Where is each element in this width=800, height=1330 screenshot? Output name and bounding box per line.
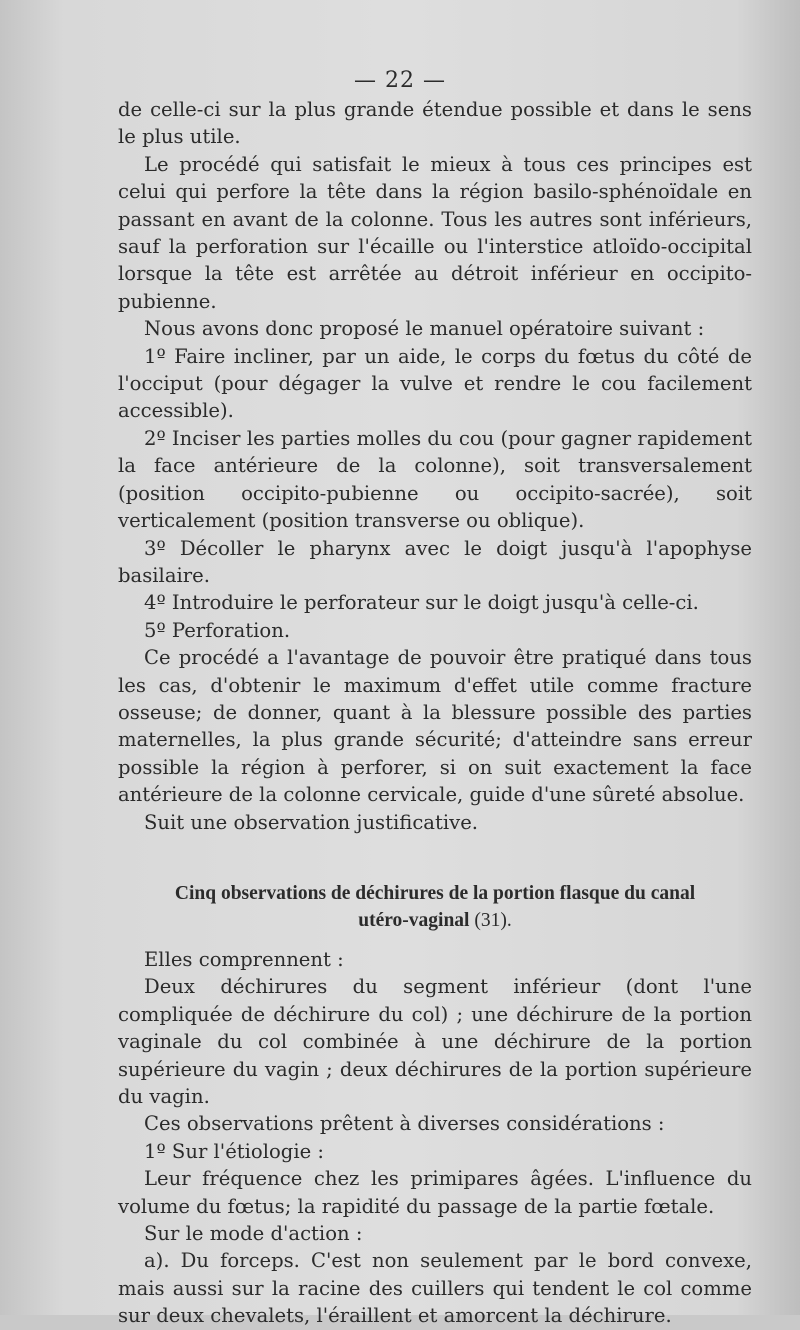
paragraph: 5º Perforation. bbox=[144, 618, 291, 642]
section-heading-line2: utéro-vaginal bbox=[358, 909, 470, 931]
paragraph: Nous avons donc proposé le manuel opératoire suivant : bbox=[144, 317, 705, 341]
paragraph: 1º Faire incliner, par un aide, le corps du fœtus du côté de l'occiput (pour dégager la vulve et rendre le cou facilement accessible). bbox=[118, 344, 752, 423]
paragraph: Ce procédé a l'avantage de pouvoir être pratiqué dans tous les cas, d'obtenir le maximum d'effet utile comme fracture osseuse; de donner, quant à la blessure possible des parties maternelles, la plus grande sécurité; d'atteindre sans erreur possible la région à perforer, si on suit exactement la face antérieure de la colonne cervicale, guide d'une sûreté absolue. bbox=[118, 646, 752, 807]
paragraph: Le procédé qui satisfait le mieux à tous ces principes est celui qui perfore la tête dans la région basilo-sphénoïdale en passant en avant de la colonne. Tous les autres sont inférieurs, sauf la perforation sur l'écaille ou l'interstice atloïdo-occipital lorsque la tête est arrêtée au détroit inférieur en occipito-pubienne. bbox=[118, 152, 752, 313]
paragraph: 1º Sur l'étiologie : bbox=[144, 1139, 325, 1163]
paragraph: Ces observations prêtent à diverses considérations : bbox=[144, 1112, 665, 1136]
paragraph: Elles comprennent : bbox=[144, 947, 344, 971]
paragraph: Leur fréquence chez les primipares âgées. L'influence du volume du fœtus; la rapidité du passage de la partie fœtale. bbox=[118, 1167, 752, 1218]
section-heading-ref: (31). bbox=[474, 909, 512, 931]
paragraphs-bottom bbox=[118, 946, 752, 1330]
paragraph: Suit une observation justificative. bbox=[144, 810, 479, 834]
section-heading bbox=[118, 880, 752, 934]
section-heading-line1: Cinq observations de déchirures de la portion flasque du canal bbox=[174, 882, 696, 904]
paragraph: 2º Inciser les parties molles du cou (pour gagner rapidement la face antérieure de la colonne), soit transversalement (position occipito-pubienne ou occipito-sacrée), soit verticalement (position transverse ou oblique). bbox=[118, 426, 752, 533]
paragraph: de celle-ci sur la plus grande étendue possible et dans le sens le plus utile. bbox=[118, 98, 752, 149]
page-number: — 22 — bbox=[354, 68, 446, 93]
paragraph: Deux déchirures du segment inférieur (dont l'une compliquée de déchirure du col) ; une déchirure de la portion vaginale du col combinée à une déchirure de la portion supérieure du vagin ; deux déchirures de la portion supérieure du vagin. bbox=[118, 975, 752, 1108]
page-body bbox=[118, 96, 752, 1330]
paragraph: 4º Introduire le perforateur sur le doigt jusqu'à celle-ci. bbox=[144, 591, 699, 615]
paragraph: 3º Décoller le pharynx avec le doigt jusqu'à l'apophyse basilaire. bbox=[118, 536, 752, 587]
paragraph: a). Du forceps. C'est non seulement par le bord convexe, mais aussi sur la racine des cuillers qui tendent le col comme sur deux chevalets, l'éraillent et amorcent la déchirure. bbox=[118, 1249, 752, 1328]
paragraph: Sur le mode d'action : bbox=[144, 1222, 363, 1246]
heading-gap bbox=[118, 934, 752, 946]
section-gap bbox=[118, 836, 752, 880]
paragraphs-top bbox=[118, 96, 752, 836]
